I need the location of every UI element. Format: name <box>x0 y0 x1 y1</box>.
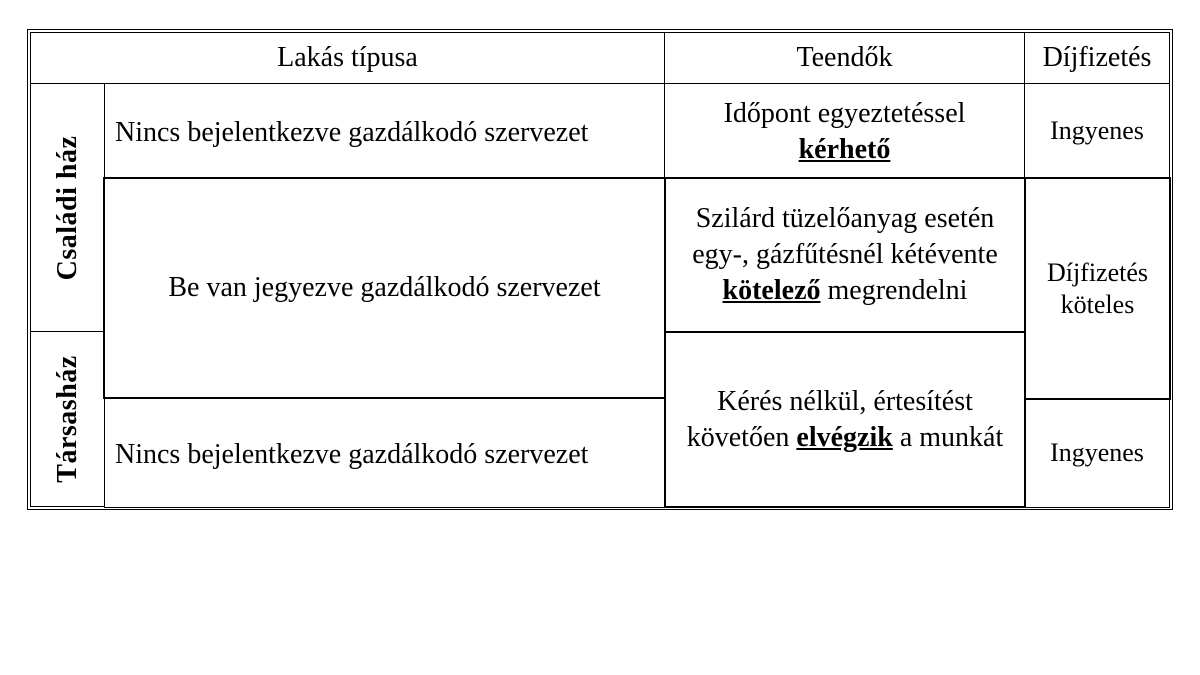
header-dijfizetes: Díjfizetés <box>1024 32 1170 84</box>
row-bejegyzett-action-keyword: kötelező <box>722 275 821 306</box>
header-teendok: Teendők <box>664 32 1025 84</box>
row-csaladi-nincs-fee: Ingyenes <box>1024 83 1170 178</box>
row-tarsas-action-keyword: elvégzik <box>796 421 893 453</box>
row-csaladi-nincs-type <box>104 83 665 178</box>
row-tarsas-action-text <box>680 384 1010 456</box>
row-bejegyzett-action-pre: Szilárd tüzelőanyag esetén egy-, gázfűtésnél kétévente <box>692 203 998 270</box>
row-bejegyzett-action <box>664 177 1026 333</box>
row-csaladi-nincs-action <box>664 83 1025 178</box>
group-csaladi-haz <box>30 83 105 332</box>
row-tarsas-nincs-fee: Ingyenes <box>1024 398 1170 508</box>
group-csaladi-haz-label: Családi ház <box>51 135 83 280</box>
group-tarsashaz-label: Társasház <box>51 355 83 483</box>
row-bejegyzett-fee: Díjfizetés köteles <box>1024 177 1171 400</box>
row-tarsas-nincs-type <box>104 398 665 508</box>
row-bejegyzett-action-post: megrendelni <box>827 275 968 306</box>
row-bejegyzett-type: Be van jegyezve gazdálkodó szervezet <box>103 177 666 399</box>
row-bejegyzett-action-text <box>678 201 1012 309</box>
row-csaladi-nincs-action-keyword: kérhető <box>798 133 891 165</box>
row-tarsas-action <box>664 331 1026 508</box>
header-lakas-tipusa: Lakás típusa <box>30 32 665 84</box>
row-tarsas-nincs-type-text: Nincs bejelentkezve gazdálkodó szervezet <box>115 439 589 470</box>
row-csaladi-nincs-type-text: Nincs bejelentkezve gazdálkodó szervezet <box>115 116 589 148</box>
row-tarsas-action-pre: Kérés nélkül, értesítést követően <box>686 385 973 453</box>
row-tarsas-action-post: a munkát <box>899 421 1004 453</box>
row-csaladi-nincs-action-text: Időpont egyeztetéssel <box>723 97 966 129</box>
group-tarsashaz <box>30 331 105 507</box>
